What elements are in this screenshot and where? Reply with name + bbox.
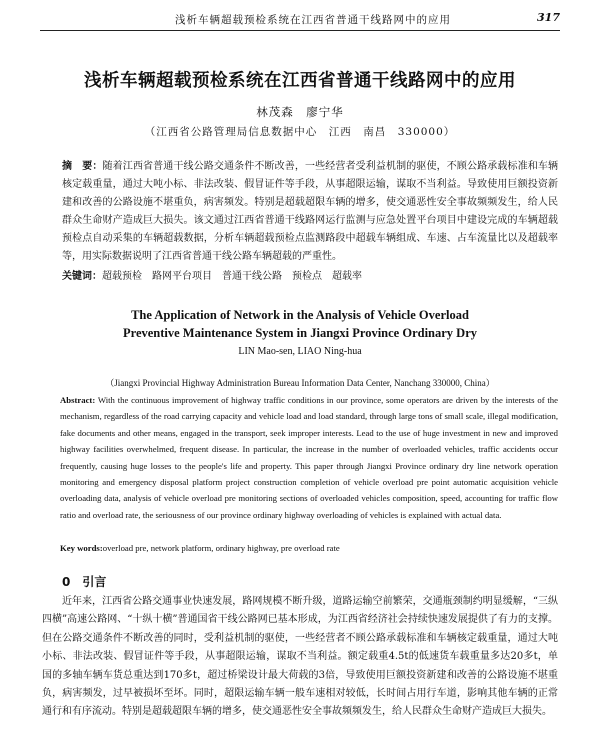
english-title-line1: The Application of Network in the Analysis of Vehicle Overload bbox=[131, 308, 469, 322]
running-header-title: 浅析车辆超载预检系统在江西省普通干线路网中的应用 bbox=[175, 14, 451, 26]
english-abstract-text: With the continuous improvement of highway traffic conditions in our province, some operators are driven by the interests of the mechanism, regardless of the road carrying capacity and vehicle load and load standard, through large tons of small scale, illegal modification, fake documents and other means, engaged in the transport, seek improper interests. Lead to the use of huge investment in new and improved highway facilities overwhelmed, frequent disease. In particular, the increase in the number of overloaded vehicles, traffic accidents occur frequently, causing huge losses to the people's life and property. This paper through Jiangxi Province ordinary dry line network operation monitoring and emergency disposal platform project construction completion of vehicle overload pre point automatic acquisition vehicle overloading data, analysis of vehicle overload pre monitoring sections of overloaded vehicles composition, speed, accounting for traffic flow ratio and overload rate, the seriousness of our province ordinary highway overloading of vehicles is explained with actual data. bbox=[60, 395, 558, 520]
chinese-title: 浅析车辆超载预检系统在江西省普通干线路网中的应用 bbox=[84, 71, 516, 91]
english-keywords-text: overload pre, network platform, ordinary highway, pre overload rate bbox=[102, 543, 340, 553]
section-heading: 0 引言 bbox=[62, 575, 107, 589]
english-abstract-label: Abstract: bbox=[60, 395, 96, 405]
english-authors: LIN Mao-sen, LIAO Ning-hua bbox=[238, 346, 362, 357]
english-keywords-label: Key words: bbox=[60, 543, 103, 553]
running-header bbox=[40, 10, 560, 30]
english-title-line2: Preventive Maintenance System in Jiangxi Province Ordinary Dry bbox=[122, 326, 477, 340]
english-abstract bbox=[60, 392, 558, 523]
chinese-affiliation: （江西省公路管理局信息数据中心 江西 南昌 330000） bbox=[144, 126, 456, 138]
header-rule bbox=[40, 30, 560, 31]
english-affiliation: （Jiangxi Provincial Highway Administration Bureau Information Data Center, Nanchang 330000, China） bbox=[105, 378, 495, 388]
chinese-abstract-text: 随着江西省普通干线公路交通条件不断改善，一些经营者受利益机制的驱使，不顾公路承载标准和车辆核定载重量，通过大吨小标、非法改装、假冒证件等手段，从事超限运输，谋取不当利益。导致使用巨额投资新建和改善的公路设施不堪重负，病害频发。特别是超载超限车辆的增多，使交通恶性安全事故频频发生，给人民群众生命财产造成巨大损失。该文通过江西省普通干线路网运行监测与应急处置平台项目中建设完成的车辆超载预检点自动采集的车辆超载数据，分析车辆超载预检点监测路段中超载车辆组成、车速、占车流量比以及超载率等，用实际数据说明了江西省普通干线公路车辆超载的严重性。 bbox=[62, 161, 558, 262]
body-paragraph: 近年来，江西省公路交通事业快速发展，路网规模不断升级，道路运输空前繁荣，交通瓶颈制约明显缓解，“三纵四横”高速公路网、“十纵十横”普通国省干线公路网已基本形成，为江西省经济社会持续快速发展提供了有力的支撑。但在公路交通条件不断改善的同时，受利益机制的驱使，一些经营者不顾公路承载标准和车辆核定载重量，通过大吨小标、非法改装、假冒证件等手段，从事超限运输，谋取不当利益。额定载重4.5t的低速货车载重量多达20多t，单国的多轴车辆车货总重达到170多t，超过桥梁设计最大荷载的3倍，导致使用巨额投资新建和改善的公路设施不堪重负，病害频发，过早被损坏至坏。同时，超限运输车辆一般车速相对较低，长时间占用行车道，影响其他车辆的正常通行和有序流动。特别是超载超限车辆的增多，使交通恶性安全事故频频发生，给人民群众生命财产造成巨大损失。 bbox=[42, 596, 558, 718]
chinese-keywords-text: 超载预检 路网平台项目 普通干线公路 预检点 超载率 bbox=[102, 271, 362, 282]
page-number: 317 bbox=[537, 11, 560, 24]
chinese-keywords-label: 关键词： bbox=[62, 271, 102, 282]
english-keywords bbox=[60, 540, 558, 556]
chinese-authors: 林茂森 廖宁华 bbox=[256, 105, 344, 119]
chinese-keywords bbox=[62, 268, 558, 286]
chinese-abstract-label: 摘 要： bbox=[62, 161, 103, 172]
chinese-abstract bbox=[62, 158, 558, 266]
english-title bbox=[0, 306, 600, 342]
